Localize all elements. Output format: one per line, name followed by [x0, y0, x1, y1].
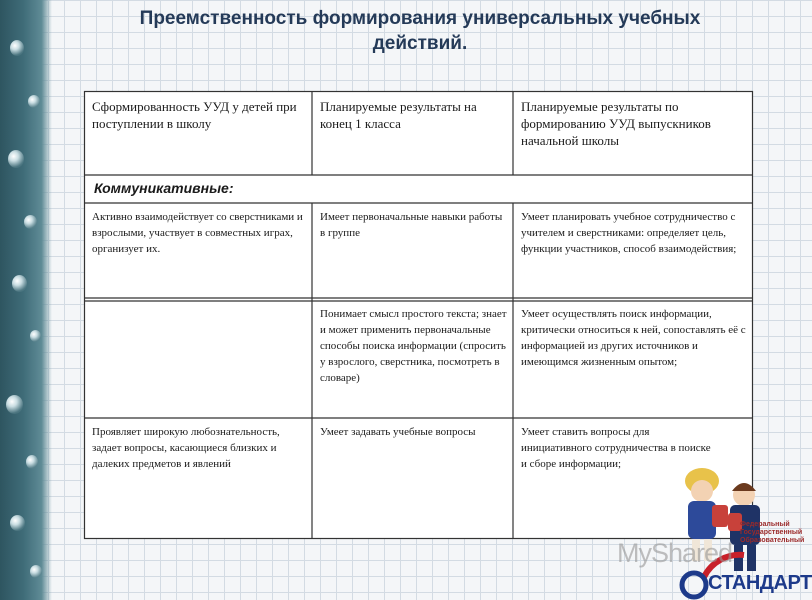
table-cell: Понимает смысл простого текста; знает и может применить первоначальные способы поиска информации (спросить у взрослого, сверстника, посмотреть в словаре) — [320, 308, 507, 384]
header-col-3: Планируемые результаты по формированию УУД выпускников начальной школы — [521, 99, 711, 148]
table-cell: Имеет первоначальные навыки работы в группе — [320, 211, 503, 239]
water-drop — [24, 215, 37, 229]
header-col-1: Сформированность УУД у детей при поступлении в школу — [92, 99, 297, 131]
table-cell: Проявляет широкую любознательность, задает вопросы, касающиеся близких и далеких предметов и явлений — [92, 426, 280, 470]
left-decorative-band — [0, 0, 52, 600]
water-drop — [12, 275, 27, 292]
water-drop — [8, 150, 24, 168]
water-drop — [10, 40, 24, 56]
page-title: Преемственность формирования универсальных учебных действий. — [139, 8, 701, 54]
watermark-text: MyShared — [617, 538, 733, 568]
section-label: Коммуникативные: — [94, 180, 234, 196]
table-cell: Умеет осуществлять поиск информации, критически относиться к ней, сопоставлять её с информацией из других источников и имеющимся жизненным опытом; — [521, 308, 746, 368]
water-drop — [30, 565, 42, 578]
water-drop — [10, 515, 25, 531]
logo-caption: Федеральный Государственный Образовательный — [740, 521, 805, 544]
table-cell: Умеет планировать учебное сотрудничество с учителем и сверстниками: определяет цель, функции участников, способ взаимодействия; — [521, 211, 737, 255]
water-drop — [26, 455, 38, 469]
water-drop — [28, 95, 40, 108]
table-cell: Умеет ставить вопросы для инициативного сотрудничества в поиске и сборе информации; — [521, 426, 711, 470]
table-cell: Активно взаимодействует со сверстниками и взрослыми, участвует в совместных играх, организует их. — [92, 211, 303, 255]
logo-wordmark: СТАНДАРТ — [708, 572, 812, 594]
water-drop — [30, 330, 41, 342]
water-drop — [6, 395, 23, 414]
table-cell: Умеет задавать учебные вопросы — [320, 426, 476, 438]
header-col-2: Планируемые результаты на конец 1 класса — [320, 99, 477, 131]
